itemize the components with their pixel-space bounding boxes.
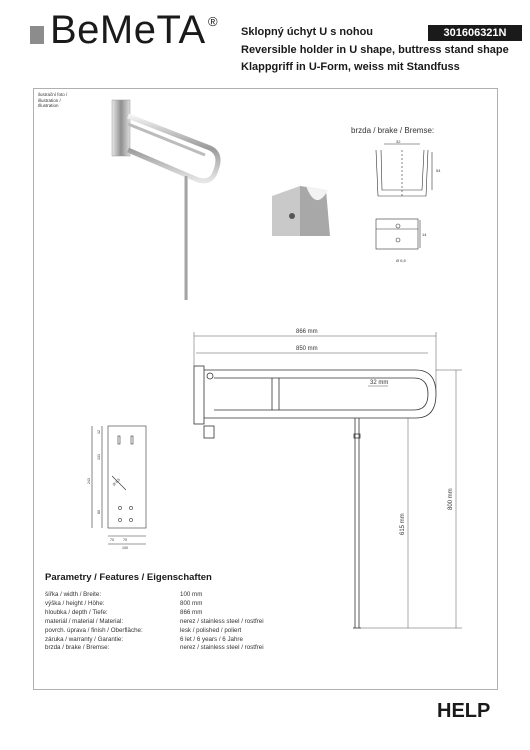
param-value: lesk / polished / poliert bbox=[180, 626, 242, 634]
illustration-label-en: illustration / bbox=[38, 97, 61, 103]
param-label: materiál / material / Material: bbox=[45, 617, 124, 625]
registered-mark: ® bbox=[208, 14, 218, 29]
wall-plate-drawing bbox=[92, 426, 146, 544]
param-row bbox=[45, 644, 264, 653]
plate-d1: 12 bbox=[97, 430, 101, 434]
param-row bbox=[45, 627, 264, 636]
plate-hole: Ø 6,5 bbox=[111, 477, 121, 487]
product-photo bbox=[112, 100, 218, 300]
plate-d6: 70 bbox=[123, 538, 127, 542]
title-en: Reversible holder in U shape, buttress stand shape bbox=[241, 44, 509, 56]
brake-drawing-plan bbox=[376, 219, 420, 249]
param-value: 800 mm bbox=[180, 599, 203, 607]
illustration-label-cz: ilustrační foto / bbox=[38, 92, 68, 97]
plate-d2: 131 bbox=[97, 454, 101, 460]
plate-d3: 243 bbox=[87, 478, 91, 484]
dim-inner: 850 mm bbox=[296, 346, 318, 352]
dim-tube: 32 mm bbox=[370, 380, 389, 386]
param-row bbox=[45, 636, 264, 645]
product-code: 301606321N bbox=[428, 25, 522, 41]
brake-hole: Ø 6,5 bbox=[396, 258, 406, 263]
dimension-lines bbox=[194, 332, 462, 628]
section-title: Parametry / Features / Eigenschaften bbox=[45, 572, 212, 583]
param-label: záruka / warranty / Garantie: bbox=[45, 635, 124, 643]
plate-d7: 100 bbox=[122, 546, 128, 550]
illustration-label-de: Illustration bbox=[38, 103, 59, 108]
param-row bbox=[45, 600, 264, 609]
param-label: výška / height / Höhe: bbox=[45, 599, 105, 607]
brake-dim-h: 54 bbox=[436, 168, 441, 173]
brake-drawing-front bbox=[376, 144, 432, 196]
param-label: šířka / width / Breite: bbox=[45, 591, 102, 598]
main-drawing bbox=[194, 366, 436, 628]
brand-logo: BeMeTA bbox=[50, 8, 206, 52]
param-value: nerez / stainless steel / rostfrei bbox=[180, 644, 264, 652]
param-value: nerez / stainless steel / rostfrei bbox=[180, 617, 264, 625]
param-label: brzda / brake / Bremse: bbox=[45, 644, 110, 652]
param-row bbox=[45, 618, 264, 627]
param-value: 866 mm bbox=[180, 608, 203, 616]
brake-dim-d: 14 bbox=[422, 232, 427, 237]
plate-d4: 80 bbox=[97, 510, 101, 514]
brake-photo bbox=[272, 186, 330, 236]
dim-total: 866 mm bbox=[296, 329, 318, 335]
params-table bbox=[45, 591, 264, 653]
plate-d5: 70 bbox=[110, 538, 114, 542]
brake-dim-w: 32 bbox=[396, 139, 401, 144]
param-value: 100 mm bbox=[180, 591, 203, 598]
param-row bbox=[45, 591, 264, 600]
help-logo: HELP bbox=[437, 700, 491, 722]
param-value: 6 let / 6 years / 6 Jahre bbox=[180, 635, 243, 643]
title-de: Klappgriff in U-Form, weiss mit Standfuss bbox=[241, 61, 460, 73]
param-label: povrch. úprava / finish / Oberfläche: bbox=[45, 626, 143, 634]
dim-height: 800 mm bbox=[448, 488, 454, 510]
param-row bbox=[45, 609, 264, 618]
dim-leg: 615 mm bbox=[400, 513, 406, 535]
param-label: hloubka / depth / Tiefe: bbox=[45, 608, 108, 616]
brake-label: brzda / brake / Bremse: bbox=[351, 126, 435, 135]
title-cz: Sklopný úchyt U s nohou bbox=[241, 26, 374, 38]
